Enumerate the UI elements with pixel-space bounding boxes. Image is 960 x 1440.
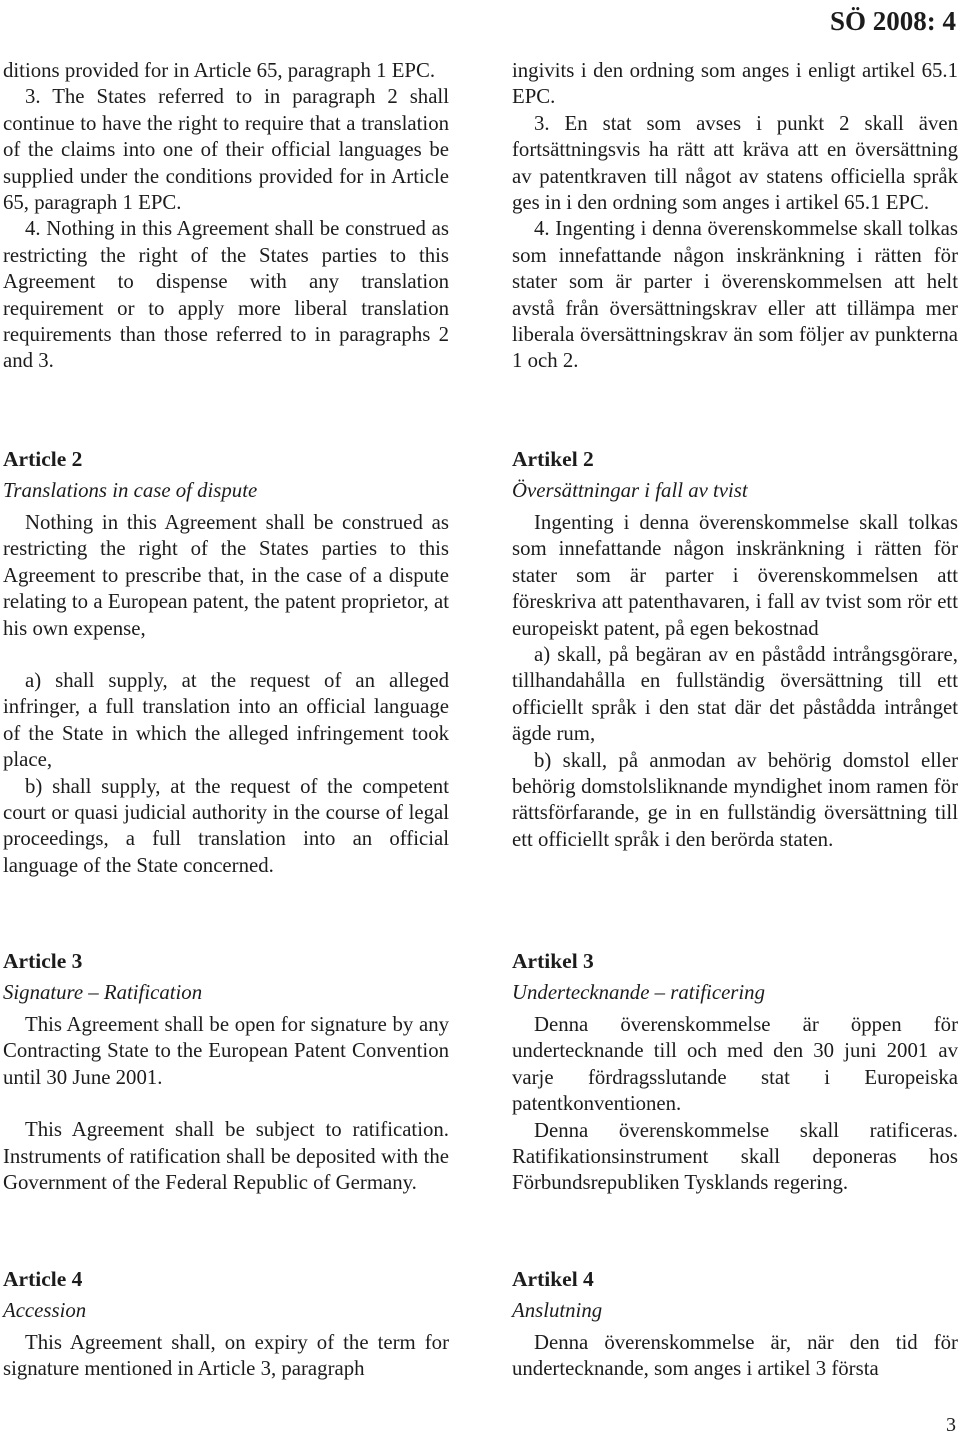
intro-section	[3, 58, 449, 375]
article-4-section	[512, 1266, 958, 1383]
article-subtitle: Undertecknande – ratificering	[512, 981, 765, 1004]
paragraph: 3. En stat som avses i punkt 2 skall även fortsättningsvis ha rätt att kräva att en översättning av patentkraven till något av statens officiella språk ges in i den ordning som anges i artikel 65.1 EPC.	[512, 111, 958, 215]
paragraph: 3. The States referred to in paragraph 2 shall continue to have the right to require that a translation of the claims into one of their official languages be supplied under the conditions provided for in Article 65, paragraph 1 EPC.	[3, 85, 449, 215]
article-subtitle: Översättningar i fall av tvist	[512, 479, 748, 502]
article-heading: Article 2	[3, 447, 83, 471]
paragraph: ingivits i den ordning som anges i enligt artikel 65.1 EPC.	[512, 59, 958, 109]
article-3-section	[3, 948, 449, 1196]
article-subtitle: Translations in case of dispute	[3, 479, 258, 502]
paragraph: This Agreement shall be subject to ratification. Instruments of ratification shall be deposited with the Government of the Federal Republic of Germany.	[3, 1118, 449, 1195]
article-heading: Artikel 3	[512, 949, 594, 973]
article-subtitle: Signature – Ratification	[3, 981, 203, 1004]
paragraph: ditions provided for in Article 65, paragraph 1 EPC.	[3, 59, 436, 82]
intro-section	[512, 58, 958, 375]
article-heading: Artikel 2	[512, 447, 594, 471]
article-2-section	[512, 446, 958, 853]
list-item: b) skall, på anmodan av behörig domstol eller behörig domstolsliknande myndighet inom ramen för rättsförfarande, ge in en fullständig översättning till ett officiellt språk i den berörda staten.	[512, 748, 958, 851]
list-item: a) shall supply, at the request of an alleged infringer, a full translation into an official language of the State in which the alleged infringement took place,	[3, 669, 449, 772]
article-3-section	[512, 948, 958, 1197]
article-subtitle: Anslutning	[512, 1299, 603, 1322]
paragraph: Ingenting i denna överenskommelse skall tolkas som innefattande någon inskränkning i rätten för stater som är parter i överenskommelsen att föreskriva att patenthavaren, i fall av tvist som rör ett europeiskt patent, på egen bekostnad	[512, 511, 958, 640]
article-heading: Article 3	[3, 949, 83, 973]
paragraph: Denna överenskommelse skall ratificeras. Ratifikationsinstrument skall deponeras hos Förbundsrepubliken Tysklands regering.	[512, 1118, 958, 1195]
article-2-section	[3, 446, 449, 879]
paragraph: 4. Nothing in this Agreement shall be construed as restricting the right of the States parties to this Agreement to dispense with any translation requirement or to apply more liberal translation requirements than those referred to in paragraphs 2 and 3.	[3, 217, 449, 373]
article-heading: Article 4	[3, 1267, 83, 1291]
paragraph: This Agreement shall be open for signature by any Contracting State to the European Patent Convention until 30 June 2001.	[3, 1013, 449, 1089]
paragraph: 4. Ingenting i denna överenskommelse skall tolkas som innefattande någon inskränkning i rätten för stater som är parter i överenskommelsen att helt avstå från översättningskrav eller att tillämpa mer liberala översättningskrav än som följer av punkterna 1 och 2.	[512, 217, 958, 373]
list-item: b) shall supply, at the request of the competent court or quasi judicial authority in the course of legal proceedings, a full translation into an official language of the State concerned.	[3, 774, 449, 877]
list-item: a) skall, på begäran av en påstådd intrångsgörare, tillhandahålla en fullständig översättning till ett officiellt språk i den stat där det påstådda intrånget ägde rum,	[512, 643, 958, 746]
article-heading: Artikel 4	[512, 1267, 594, 1291]
page-number: 3	[946, 1414, 956, 1436]
paragraph: Nothing in this Agreement shall be construed as restricting the right of the States parties to this Agreement to prescribe that, in the case of a dispute relating to a European patent, the patent proprietor, at his own expense,	[3, 511, 449, 640]
article-4-section	[3, 1266, 449, 1383]
document-reference: SÖ 2008: 4	[829, 6, 956, 36]
paragraph: Denna överenskommelse är öppen för undertecknande till och med den 30 juni 2001 av varje fördragsslutande stat i Europeiska patentkonventionen.	[512, 1013, 958, 1116]
article-subtitle: Accession	[3, 1299, 87, 1322]
paragraph: This Agreement shall, on expiry of the term for signature mentioned in Article 3, paragraph	[3, 1331, 449, 1381]
paragraph: Denna överenskommelse är, när den tid för undertecknande, som anges i artikel 3 första	[512, 1331, 958, 1381]
